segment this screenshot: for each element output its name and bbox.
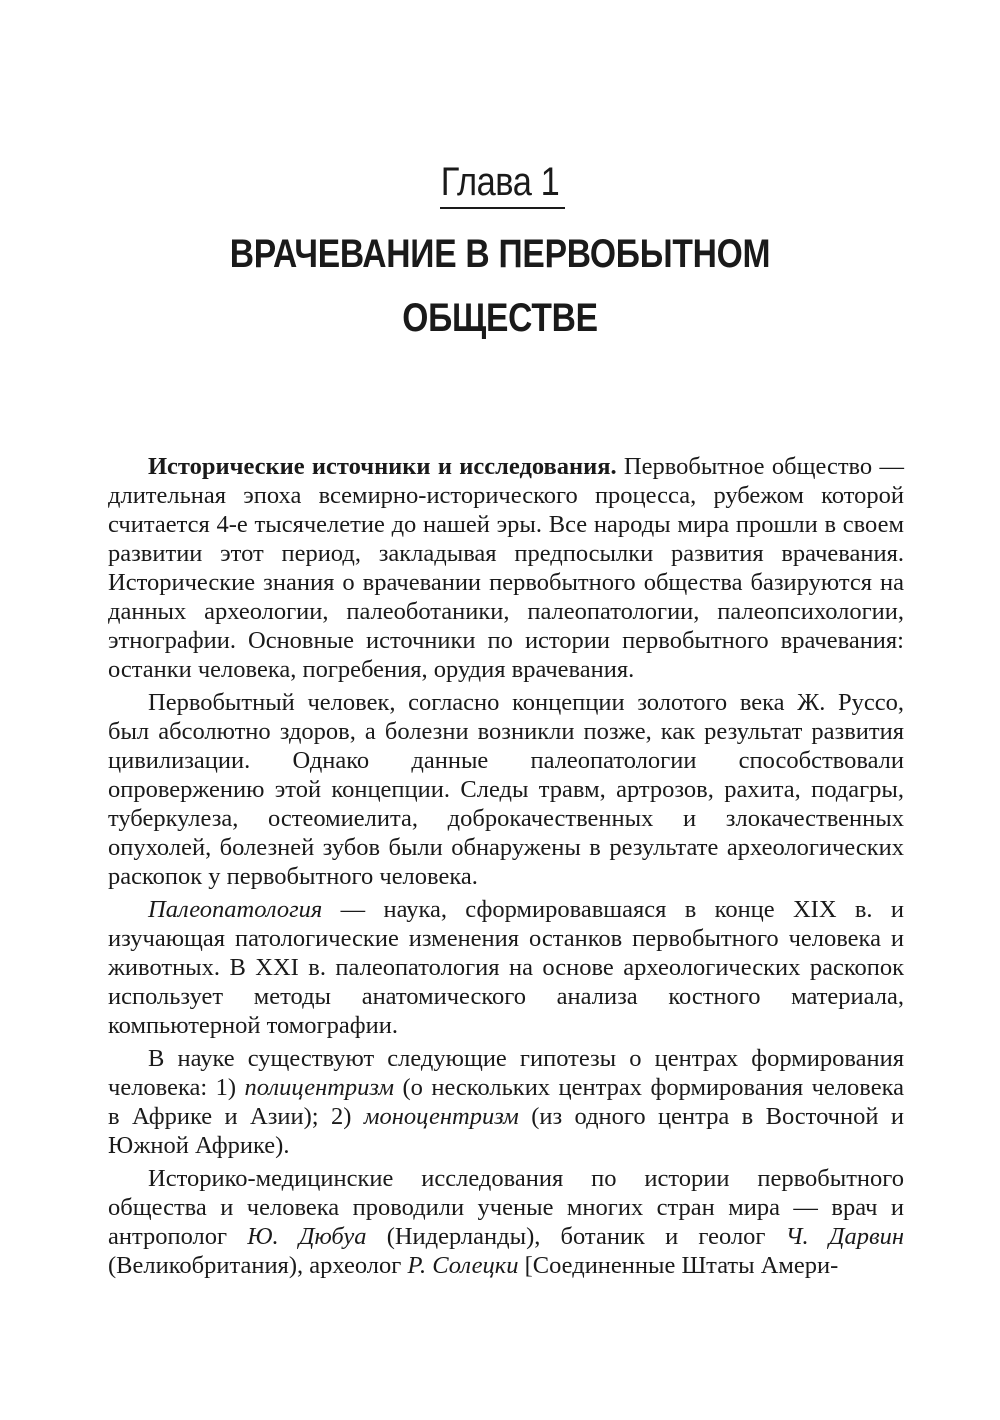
chapter-title-line-1: ВРАЧЕВАНИЕ В ПЕРВОБЫТНОМ xyxy=(229,232,771,276)
term-polycentrism: полицентризм xyxy=(244,1074,395,1101)
paragraph-text: (из одного центра в Восточной и Южной Африке). xyxy=(108,1103,904,1159)
chapter-number: Глава 1 xyxy=(440,160,560,204)
paragraph-text: — наука, сформировавшаяся в конце XIX в. и изучающая патологические изменения останков первобытного человека и животных. В XXI в. палеопатология на основе археологических раскопок использует методы анатомического анализа костного материала, компьютерной томографии. xyxy=(108,896,904,1039)
paragraph-text: [Соединенные Штаты Амери- xyxy=(518,1252,839,1279)
paragraph-golden-age xyxy=(108,688,904,891)
paragraph-hypotheses xyxy=(108,1044,904,1160)
researcher-name: Ю. Дюбуа xyxy=(247,1223,367,1250)
paragraph-paleopathology xyxy=(108,895,904,1040)
paragraph-historical-sources xyxy=(108,452,904,684)
term-monocentrism: моноцентризм xyxy=(363,1103,519,1130)
paragraph-text: (Великобритания), археолог xyxy=(108,1252,408,1279)
paragraph-text: (Нидерланды), ботаник и геолог xyxy=(366,1223,786,1250)
body-text xyxy=(108,452,904,1284)
researcher-name: Р. Солецки xyxy=(407,1252,519,1279)
chapter-divider xyxy=(440,207,565,209)
paragraph-text: Первобытный человек, согласно концепции золотого века Ж. Руссо, был абсолютно здоров, а болезни возникли позже, как результат развития цивилизации. Однако данные палеопатологии способствовали опровержению этой концепции. Следы травм, артрозов, рахита, подагры, туберкулеза, остеомиелита, доброкачественных и злокачественных опухолей, болезней зубов были обнаружены в результате археологических раскопок у первобытного человека. xyxy=(108,689,904,890)
paragraph-researchers xyxy=(108,1164,904,1280)
section-heading: Исторические источники и исследования. xyxy=(148,453,617,480)
researcher-name: Ч. Дарвин xyxy=(785,1223,904,1250)
paragraph-text: Первобытное общество — длительная эпоха всемирно-исторического процесса, рубежом которой считается 4-е тысячелетие до нашей эры. Все народы мира прошли в своем развитии этот период, закладывая предпосылки развития врачевания. Исторические знания о врачевании первобытного общества базируются на данных археологии, палеоботаники, палеопатологии, палеопсихологии, этнографии. Основные источники по истории первобытного врачевания: останки человека, погребения, орудия врачевания. xyxy=(108,453,904,683)
paragraph-text: В науке существуют следующие гипотезы о центрах формирования человека: 1) xyxy=(108,1045,904,1101)
term-paleopathology: Палеопатология xyxy=(148,896,323,923)
chapter-title xyxy=(80,222,920,350)
paragraph-text: (о нескольких центрах формирования человека в Африке и Азии); 2) xyxy=(108,1074,905,1130)
paragraph-text: Историко-медицинские исследования по истории первобытного общества и человека проводили ученые многих стран мира — врач и антрополог xyxy=(108,1165,904,1250)
chapter-title-line-2: ОБЩЕСТВЕ xyxy=(402,296,598,340)
